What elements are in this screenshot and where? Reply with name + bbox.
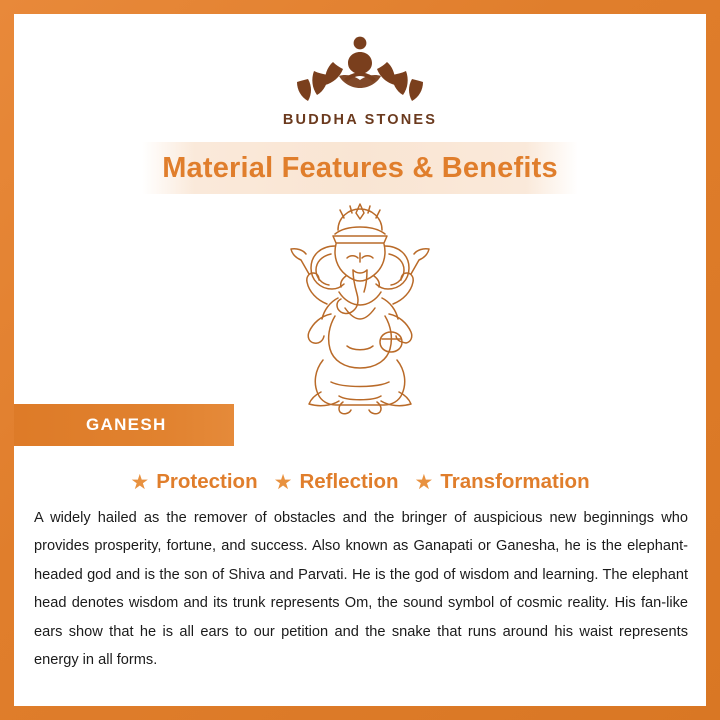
lotus-meditation-icon [285, 26, 435, 108]
keyword-label: Transformation [440, 470, 590, 493]
description-paragraph: A widely hailed as the remover of obstacles and the bringer of auspicious new beginnings who provides prosperity, fortune, and success. Also known as Ganapati or Ganesha, he is the elephant-headed god and is the son of Shiva and Parvati. He is the god of wisdom and learning. The elephant head denotes wisdom and its trunk represents Om, the sound symbol of cosmic reality. His fan-like ears show that he is all ears to our petition and the snake that runs around his waist represents energy in all forms. [34, 510, 688, 669]
star-icon: ★ [130, 470, 150, 494]
keyword-label: Reflection [299, 470, 399, 493]
brand-logo [14, 26, 706, 128]
title-banner [142, 142, 578, 194]
content-panel [14, 14, 706, 706]
star-icon: ★ [273, 470, 293, 494]
ganesh-illustration [14, 194, 706, 424]
ganesh-line-art-icon [235, 196, 485, 422]
ribbon-label [14, 404, 234, 446]
brand-name: BUDDHA STONES [282, 112, 438, 128]
star-icon: ★ [414, 470, 434, 494]
keyword-item [274, 470, 399, 494]
keyword-row [14, 470, 706, 494]
keyword-item [415, 470, 590, 494]
keyword-item [130, 470, 257, 494]
page-title: Material Features & Benefits [162, 151, 558, 184]
ribbon-label-text: GANESH [86, 415, 167, 434]
keyword-label: Protection [156, 470, 258, 493]
